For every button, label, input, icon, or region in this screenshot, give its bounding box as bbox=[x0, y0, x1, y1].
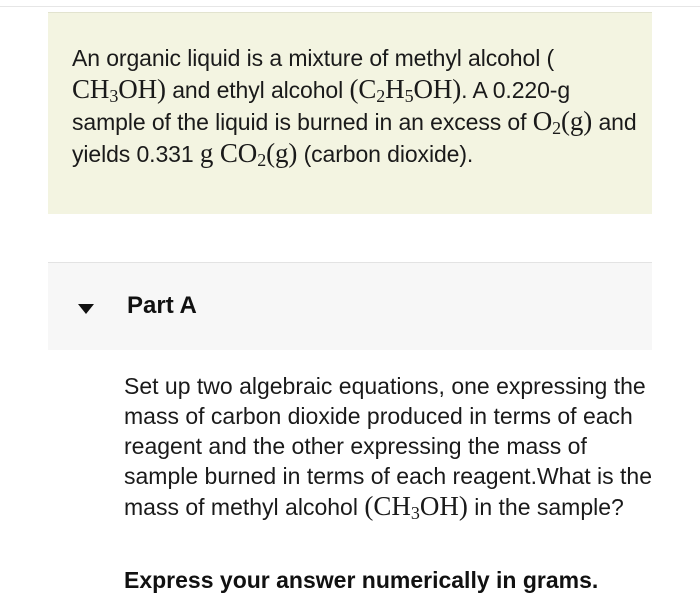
problem-text-part: An organic liquid is a mixture of methyl alcohol ( bbox=[72, 45, 555, 71]
part-a-header[interactable] bbox=[48, 262, 652, 350]
ethyl-alcohol-formula: $(C_2H_5OH)$ bbox=[349, 74, 462, 106]
top-divider bbox=[0, 6, 700, 7]
question-text-part: in the sample? bbox=[467, 494, 624, 520]
answer-instruction: Express your answer numerically in grams. bbox=[124, 567, 599, 593]
question-text bbox=[124, 371, 652, 522]
methyl-alcohol-formula: $CH_3OH$) bbox=[72, 74, 166, 106]
problem-text-part: and ethyl alcohol bbox=[165, 77, 350, 103]
collapse-caret-icon[interactable] bbox=[78, 304, 94, 314]
oxygen-formula: $O_2(g)$ bbox=[532, 106, 593, 138]
part-title: Part A bbox=[127, 292, 197, 319]
problem-text bbox=[72, 43, 642, 170]
carbon-dioxide-formula: g $CO_2(g)$ bbox=[199, 138, 298, 170]
question-text-part: Set up two algebraic equations, one expressing the mass of carbon dioxide produced in terms of each reagent and the other expressing the mass of sample burned in terms of each reagent.What is the mass of methyl alcohol bbox=[124, 373, 653, 520]
problem-text-part: and yields 0.331 bbox=[72, 109, 637, 167]
problem-statement bbox=[48, 12, 652, 214]
problem-text-part: (carbon dioxide). bbox=[297, 141, 474, 167]
methyl-alcohol-formula: $(CH_3OH)$ bbox=[364, 491, 468, 523]
problem-text-part: . A 0.220-g sample of the liquid is burned in an excess of bbox=[72, 77, 571, 135]
